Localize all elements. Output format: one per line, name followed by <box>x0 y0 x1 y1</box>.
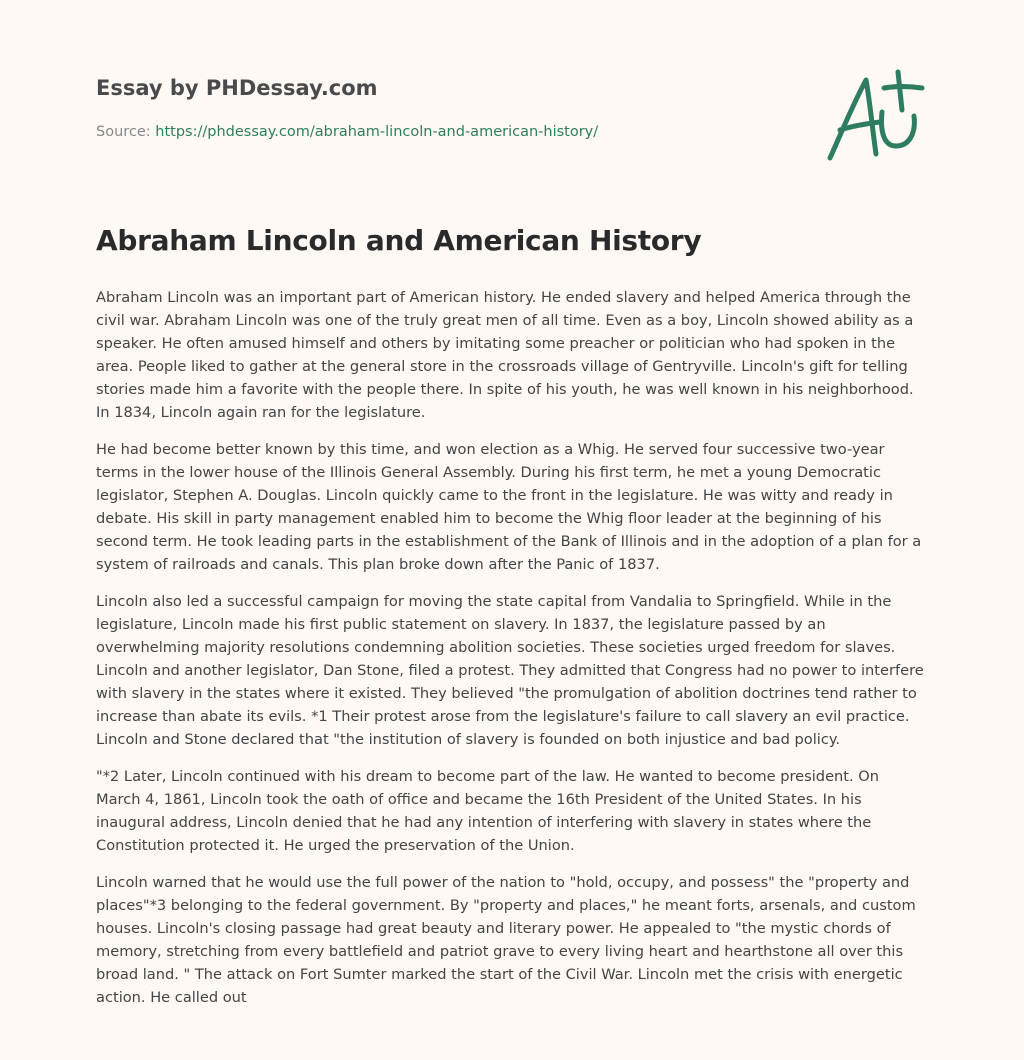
site-brand: Essay by PHDessay.com <box>96 76 378 100</box>
source-line <box>96 124 598 140</box>
essay-paragraph: "*2 Later, Lincoln continued with his dream to become part of the law. He wanted to become president. On March 4, 1861, Lincoln took the oath of office and became the 16th President of the United States. In his inaugural address, Lincoln denied that he had any intention of interfering with slavery in states where the Constitution protected it. He urged the preservation of the Union. <box>96 768 880 854</box>
essay-paragraph: Abraham Lincoln was an important part of American history. He ended slavery and helped America through the civil war. Abraham Lincoln was one of the truly great men of all time. Even as a boy, Lincoln showed ability as a speaker. He often amused himself and others by imitating some preacher or politician who had spoken in the area. People liked to gather at the general store in the crossroads village of Gentryville. Lincoln's gift for telling stories made him a favorite with the people there. In spite of his youth, he was well known in his neighborhood. In 1834, Lincoln again ran for the legislature. <box>96 289 914 421</box>
essay-paragraph: Lincoln also led a successful campaign for moving the state capital from Vandalia to Springfield. While in the legislature, Lincoln made his first public statement on slavery. In 1837, the legislature passed by an overwhelming majority resolutions condemning abolition societies. These societies urged freedom for slaves. Lincoln and another legislator, Dan Stone, filed a protest. They admitted that Congress had no power to interfere with slavery in the states where it existed. They believed "the promulgation of abolition doctrines tend rather to increase than abate its evils. *1 Their protest arose from the legislature's failure to call slavery an evil practice. Lincoln and Stone declared that "the institution of slavery is founded on both injustice and bad policy. <box>96 593 924 748</box>
a-plus-logo-icon <box>820 66 930 166</box>
essay-title: Abraham Lincoln and American History <box>96 224 702 257</box>
source-link[interactable]: https://phdessay.com/abraham-lincoln-and-american-history/ <box>155 124 599 140</box>
source-label: Source: <box>96 124 156 140</box>
essay-body <box>96 286 928 1023</box>
essay-paragraph: Lincoln warned that he would use the full power of the nation to "hold, occupy, and possess" the "property and places"*3 belonging to the federal government. By "property and places," he meant forts, arsenals, and custom houses. Lincoln's closing passage had great beauty and literary power. He appealed to "the mystic chords of memory, stretching from every battlefield and patriot grave to every living heart and hearthstone all over this broad land. " The attack on Fort Sumter marked the start of the Civil War. Lincoln met the crisis with energetic action. He called out <box>96 874 916 1006</box>
essay-paragraph: He had become better known by this time, and won election as a Whig. He served four successive two-year terms in the lower house of the Illinois General Assembly. During his first term, he met a young Democratic legislator, Stephen A. Douglas. Lincoln quickly came to the front in the legislature. He was witty and ready in debate. His skill in party management enabled him to become the Whig floor leader at the beginning of his second term. He took leading parts in the establishment of the Bank of Illinois and in the adoption of a plan for a system of railroads and canals. This plan broke down after the Panic of 1837. <box>96 441 922 573</box>
